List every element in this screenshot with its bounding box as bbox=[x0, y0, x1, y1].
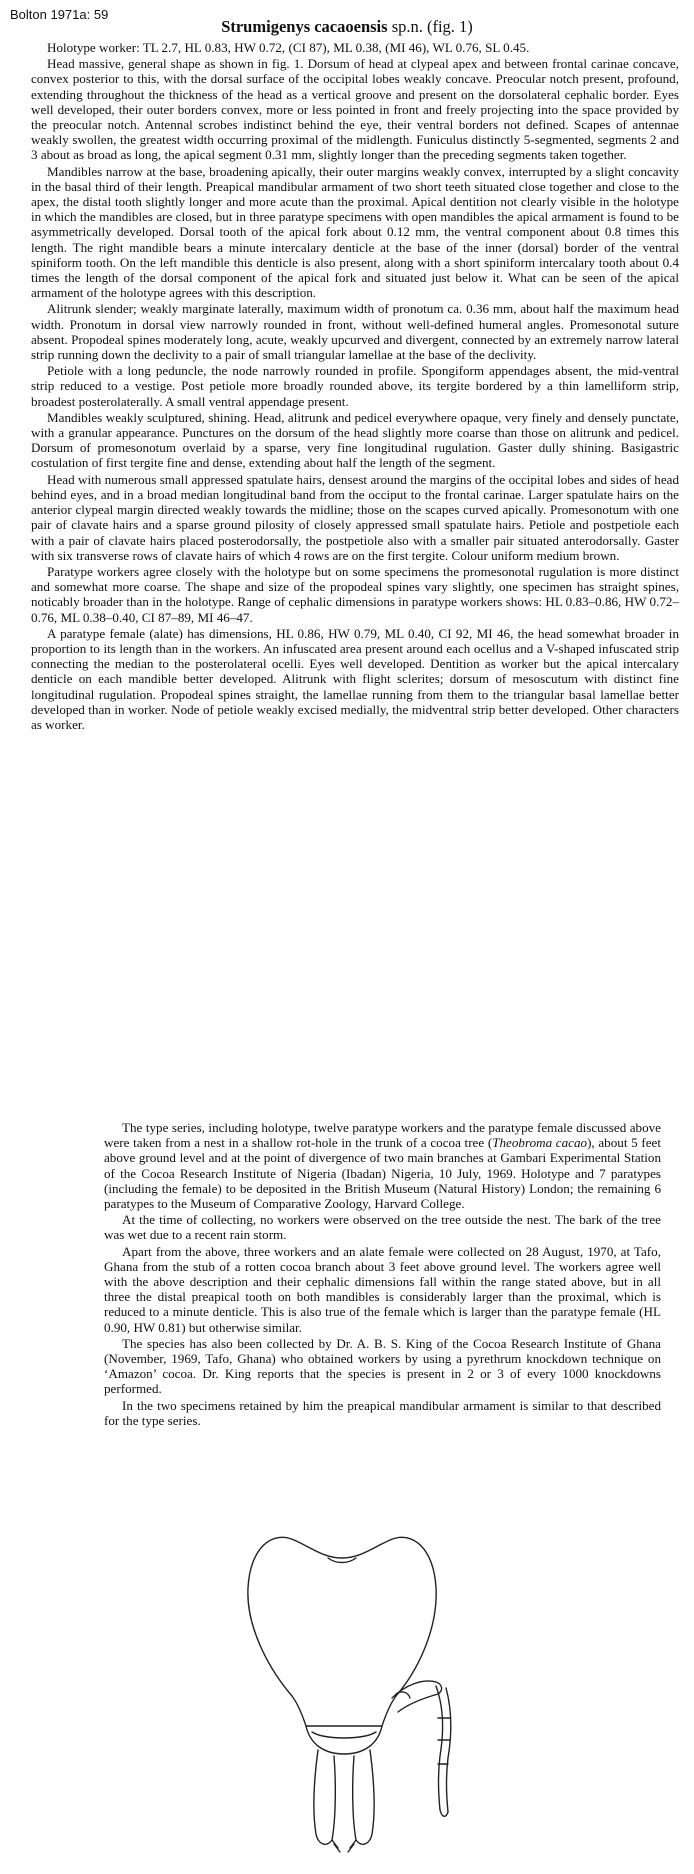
material-paragraph-king: The species has also been collected by Dr. A. B. S. King of the Cocoa Research Institute of Ghana (November, 1969, Tafo, Ghana) who obtained workers by using a pyrethrum knockdown technique on ‘Amazon’ cocoa. Dr. King reports that the species is present in 2 or 3 of every 1000 knockdowns performed. bbox=[104, 1335, 661, 1397]
description-paragraph-mandibles: Mandibles narrow at the base, broadening apically, their outer margins weakly convex, interrupted by a slight concavity in the basal third of their length. Preapical mandibular armament of two short teeth situated close together and close to the apex, the distal tooth slightly longer and more acute than the proximal. Apical dentition not clearly visible in the holotype in which the mandibles are closed, but in three paratype specimens with open mandibles the apical armament is found to be asymmetrically developed. Dorsal tooth of the apical fork about 0.12 mm, the ventral component about 0.8 times this length. The right mandible bears a minute intercalary denticle at the base of the inner (dorsal) border of the ventral spiniform tooth. On the left mandible this denticle is also present, along with a short spiniform intercalary tooth about 0.4 times the length of the dorsal component of the apical fork and situated just below it. What can be seen of the apical armament of the holotype agrees with this description. bbox=[31, 163, 679, 301]
species-title bbox=[0, 16, 694, 38]
description-paragraph-pilosity: Head with numerous small appressed spatulate hairs, densest around the margins of the occipital lobes and sides of head behind eyes, and in a broad median longitudinal band from the occiput to the frontal carinae. Larger spatulate hairs on the anterior clypeal margin directed weakly towards the midline; those on the scapes curved apically. Promesonotum with one pair of clavate hairs and a sparse ground pilosity of closely appressed small spatulate hairs. Petiole and postpetiole each with a pair of clavate hairs placed posterodorsally, the postpetiole also with a smaller pair situated anterodorsally. Gaster with six transverse rows of clavate hairs of which 4 rows are on the first tergite. Colour uniform medium brown. bbox=[31, 471, 679, 563]
material-paragraph-specimens: In the two specimens retained by him the preapical mandibular armament is similar to that described for the type series. bbox=[104, 1397, 661, 1428]
material-paragraph-type-series bbox=[104, 1120, 661, 1211]
description-body bbox=[31, 40, 679, 733]
antennal-scape bbox=[392, 1681, 442, 1712]
funiculus-tip bbox=[440, 1810, 448, 1816]
description-paragraph-paratypes: Paratype workers agree closely with the holotype but on some specimens the promesonotal rugulation is more distinct and somewhat more coarse. The shape and size of the propodeal spines vary slightly, one specimen has straight spines, noticably broader than in the holotype. Range of cephalic dimensions in paratype workers shows: HL 0.83–0.86, HW 0.72–0.76, ML 0.38–0.40, CI 87–89, MI 46–47. bbox=[31, 563, 679, 625]
species-name: Strumigenys cacaoensis bbox=[221, 17, 388, 36]
title-suffix: sp.n. (fig. 1) bbox=[387, 17, 473, 36]
antenna-funiculus bbox=[436, 1686, 443, 1810]
citation-header: Bolton 1971a: 59 bbox=[10, 7, 109, 22]
description-paragraph-head: Head massive, general shape as shown in fig. 1. Dorsum of head at clypeal apex and between frontal carinae concave, convex posterior to this, with the dorsal surface of the occipital lobes weakly concave. Preocular notch present, profound, extending throughout the thickness of the head as a vertical groove and present on the dorsolateral cephalic border. Eyes well developed, their outer borders convex, more or less pointed in front and freely projecting into the space provided by the preocular notch. Antennal scrobes indistinct behind the eye, their ventral borders not defined. Scapes of antennae weakly swollen, the greatest width occurring proximal of the midlength. Funiculus distinctly 5-segmented, segments 2 and 3 about as broad as long, the apical segment 0.31 mm, slightly longer than the preceding segments taken together. bbox=[31, 56, 679, 163]
antenna-funiculus-inner bbox=[446, 1688, 451, 1812]
ant-head-drawing bbox=[232, 1518, 457, 1868]
plant-species-name: Theobroma cacao bbox=[492, 1135, 588, 1151]
head-figure bbox=[232, 1518, 457, 1868]
material-paragraph-tafo: Apart from the above, three workers and an alate female were collected on 28 August, 1970, at Tafo, Ghana from the stub of a rotten cocoa branch about 3 feet above ground level. The workers agree well with the above description and their cephalic dimensions fall within the range stated above, but in all three the distal preapical tooth on both mandibles is considerably larger than the proximal, which is reduced to a minute denticle. This is also true of the female which is larger than the paratype female (HL 0.90, HW 0.81) but otherwise similar. bbox=[104, 1243, 661, 1335]
right-mandible bbox=[353, 1750, 374, 1844]
clypeal-margin bbox=[312, 1732, 376, 1738]
material-text: The type series, including holotype, twelve paratype workers and the paratype female discussed above were taken from a nest in a shallow rot-hole in the trunk of a cocoa tree ( bbox=[104, 1120, 661, 1151]
right-mandible-teeth bbox=[348, 1840, 356, 1852]
holotype-measurements: Holotype worker: TL 2.7, HL 0.83, HW 0.72, (CI 87), ML 0.38, (MI 46), WL 0.76, SL 0.45. bbox=[47, 40, 530, 55]
left-mandible bbox=[314, 1750, 335, 1844]
left-mandible-teeth bbox=[332, 1840, 340, 1852]
head-outline bbox=[248, 1537, 436, 1726]
description-paragraph-alitrunk: Alitrunk slender; weakly marginate laterally, maximum width of pronotum ca. 0.36 mm, about half the maximum head width. Pronotum in dorsal view narrowly rounded in front, without well-defined humeral angles. Promesonotal suture absent. Propodeal spines moderately long, acute, weakly upcurved and divergent, connected by an extremely narrow lateral strip running down the declivity to a pair of small triangular lamellae at the base of the declivity. bbox=[31, 301, 679, 363]
description-paragraph-petiole: Petiole with a long peduncle, the node narrowly rounded in profile. Spongiform appendages absent, the mid-ventral strip reduced to a vestige. Post petiole more broadly rounded above, its tergite bordered by a thin lamelliform strip, broadest posterolaterally. A small ventral appendage present. bbox=[31, 363, 679, 409]
material-section bbox=[104, 1120, 661, 1429]
material-text: ), about 5 feet above ground level and at the point of divergence of two main branches at Gambari Experimental Station of the Cocoa Research Institute of Nigeria (Ibadan) Nigeria, 10 July, 1969. Holotype and 7 paratypes (including the female) to be deposited in the British Museum (Natural History) London; the remaining 6 paratypes to the Museum of Comparative Zoology, Harvard College. bbox=[104, 1135, 661, 1212]
description-paragraph-sculpture: Mandibles weakly sculptured, shining. Head, alitrunk and pedicel everywhere opaque, very finely and densely punctate, with a granular appearance. Punctures on the dorsum of the head slightly more coarse than those on alitrunk and pedicel. Dorsum of promesonotum overlaid by a sparse, very fine longitudinal rugulation. Gaster dully shining. Basigastric costulation of first tergite fine and dense, extending about half the length of the segment. bbox=[31, 409, 679, 471]
description-paragraph-female: A paratype female (alate) has dimensions, HL 0.86, HW 0.79, ML 0.40, CI 92, MI 46, the head somewhat broader in proportion to its length than in the workers. An infuscated area present around each ocellus and a V-shaped infuscated strip connecting the median to the posterolateral ocelli. Eyes well developed. Dentition as worker but the apical intercalary denticle on each mandible better developed. Alitrunk with flight sclerites; dorsum of mesoscutum with distinct fine longitudinal rugulation. Propodeal spines straight, the lamellae running from them to the triangular basal lamellae better developed than in worker. Node of petiole weakly excised medially, the midventral strip better developed. Other characters as worker. bbox=[31, 625, 679, 732]
material-paragraph-collecting: At the time of collecting, no workers were observed on the tree outside the nest. The bark of the tree was wet due to a recent rain storm. bbox=[104, 1212, 661, 1243]
